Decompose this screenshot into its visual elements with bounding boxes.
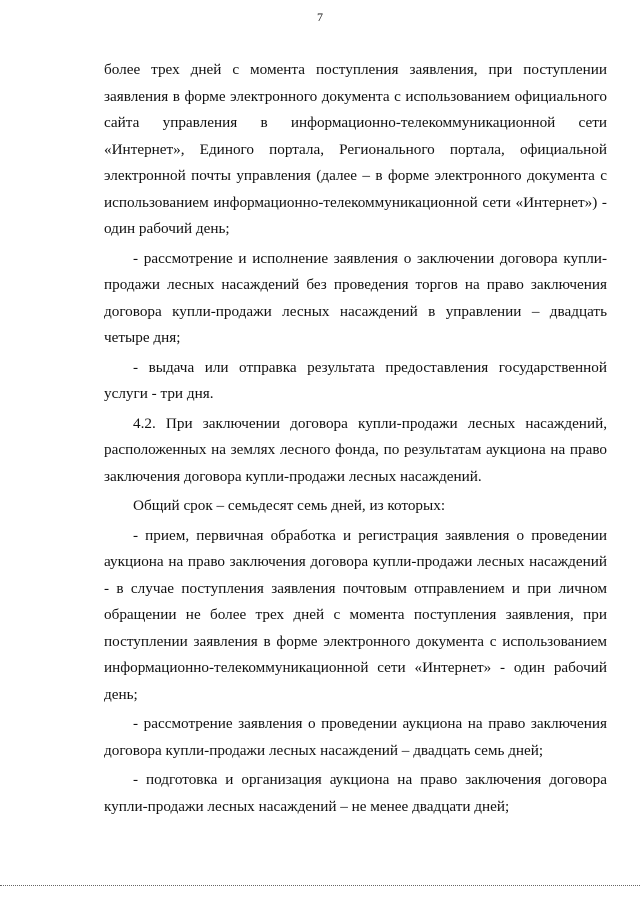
page-bottom-divider — [0, 885, 640, 886]
paragraph-item-auction-preparation: - подготовка и организация аукциона на право заключения договора купли-продажи лесных насаждений – не менее двадцати дней; — [104, 771, 607, 815]
paragraph-item-auction-review: - рассмотрение заявления о проведении аукциона на право заключения договора купли-продажи лесных насаждений – двадцать семь дней; — [104, 715, 607, 759]
paragraph-item-issuance: - выдача или отправка результата предоставления государственной услуги - три дня. — [104, 358, 607, 402]
paragraph-continuation: более трех дней с момента поступления заявления, при поступлении заявления в форме электронного документа с использованием официального сайта управления в информационно-телекоммуникационной сети «Интернет», Единого портала, Регионального портала, официальной электронной почты управления (далее – в форме электронного документа с использованием информационно-телекоммуникационной сети «Интернет») - один рабочий день; — [104, 61, 607, 237]
paragraph-total-term: Общий срок – семьдесят семь дней, из которых: — [133, 497, 446, 514]
paragraph-section-4-2: 4.2. При заключении договора купли-продажи лесных насаждений, расположенных на землях лесного фонда, по результатам аукциона на право заключения договора купли-продажи лесных насаждений. — [104, 414, 607, 485]
paragraph-item-review: - рассмотрение и исполнение заявления о заключении договора купли-продажи лесных насаждений без проведения торгов на право заключения договора купли-продажи лесных насаждений в управлении – двадцать четыре дня; — [104, 249, 607, 346]
document-body — [104, 57, 607, 820]
paragraph-item-reception: - прием, первичная обработка и регистрация заявления о проведении аукциона на право заключения договора купли-продажи лесных насаждений - в случае поступления заявления почтовым отправлением и при личном обращении не более трех дней с момента поступления заявления, при поступлении заявления в форме электронного документа с использованием информационно-телекоммуникационной сети «Интернет» - один рабочий день; — [104, 526, 607, 703]
page-number: 7 — [317, 10, 323, 24]
